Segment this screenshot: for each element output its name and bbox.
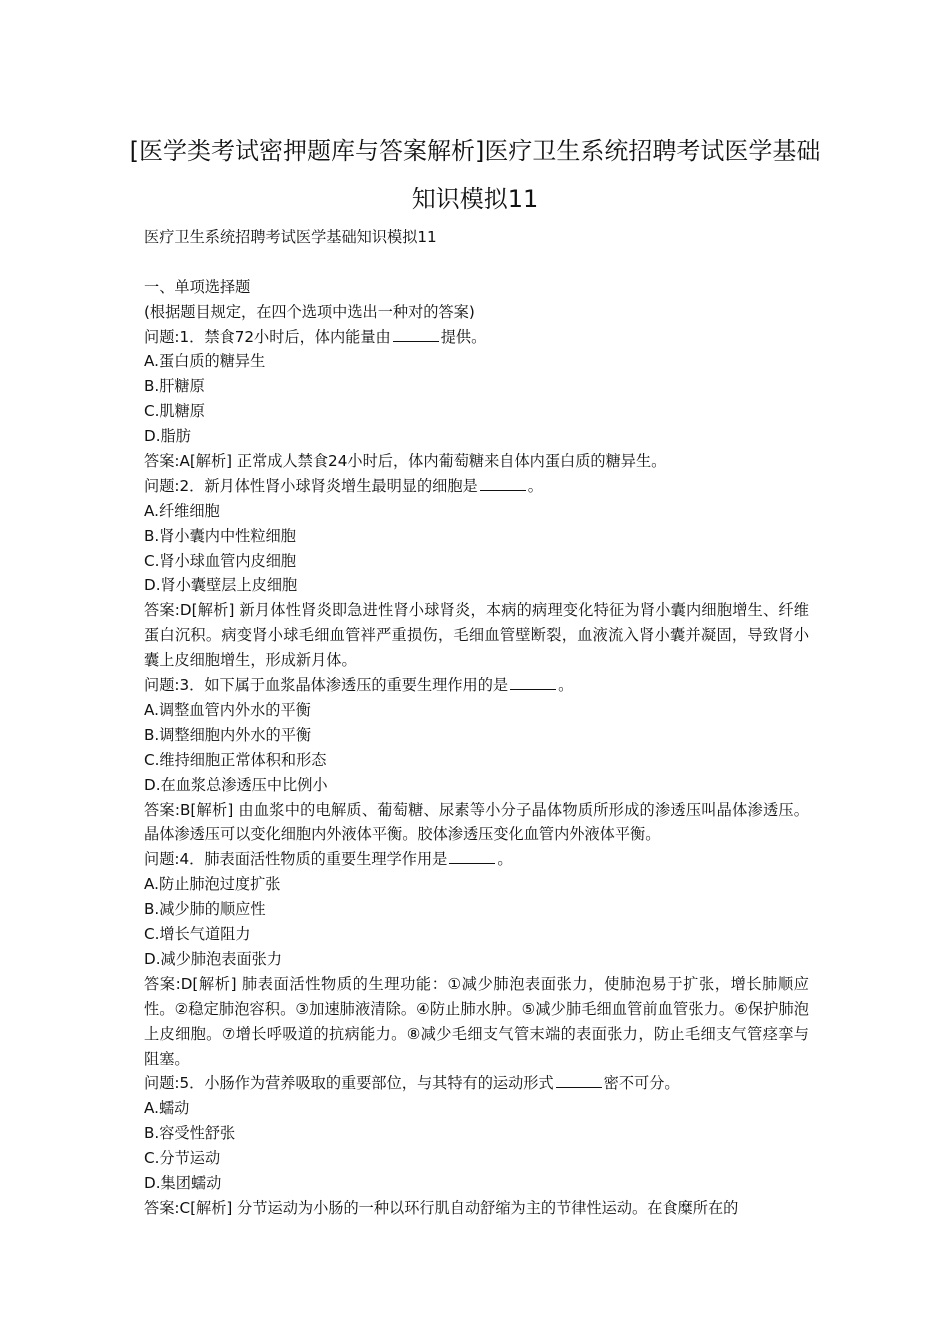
question-option: D.集团蠕动	[144, 1174, 222, 1192]
question-stem-suffix: 提供。	[440, 327, 487, 346]
question-option: B.肝糖原	[144, 377, 205, 396]
question-option: A.蠕动	[144, 1099, 190, 1118]
question-stem	[144, 474, 809, 499]
question-stem-suffix: 。	[527, 476, 543, 495]
question-option: B.减少肺的顺应性	[144, 900, 266, 919]
question-option: C.维持细胞正常体积和形态	[144, 750, 327, 769]
question-answer: 答案:C[解析] 分节运动为小肠的一种以环行肌自动舒缩为主的节律性运动。在食糜所在的	[144, 1198, 739, 1217]
answer-blank	[556, 1073, 602, 1088]
question-option: A.调整血管内外水的平衡	[144, 700, 311, 719]
question-stem	[144, 1071, 809, 1096]
question-option: D.脂肪	[144, 427, 191, 446]
question-option: D.在血浆总渗透压中比例小	[144, 775, 328, 794]
question-option: A.防止肺泡过度扩张	[144, 875, 281, 894]
section-heading: 一、单项选择题	[144, 277, 251, 296]
question-answer: 答案:B[解析] 由血浆中的电解质、葡萄糖、尿素等小分子晶体物质所形成的渗透压叫晶体渗透压。晶体渗透压可以变化细胞内外液体平衡。胶体渗透压变化血管内外液体平衡。	[144, 800, 809, 844]
question-stem-suffix: 。	[558, 676, 574, 695]
blank-line	[144, 250, 809, 275]
question-stem	[144, 325, 809, 350]
question-stem-text: 问题:3．如下属于血浆晶体渗透压的重要生理作用的是	[144, 676, 509, 695]
question-stem-suffix: 。	[497, 850, 513, 869]
question-option: C.增长气道阻力	[144, 925, 251, 944]
question-option: A.蛋白质的糖异生	[144, 352, 266, 371]
answer-blank	[449, 849, 495, 864]
question-stem-text: 问题:1．禁食72小时后，体内能量由	[144, 327, 391, 346]
question-option: B.肾小囊内中性粒细胞	[144, 526, 296, 545]
answer-blank	[393, 327, 439, 342]
question-answer: 答案:D[解析] 新月体性肾炎即急进性肾小球肾炎，本病的病理变化特征为肾小囊内细胞增生、纤维蛋白沉积。病变肾小球毛细血管袢严重损伤，毛细血管壁断裂，血液流入肾小囊并凝固，导致肾小囊上皮细胞增生，形成新月体。	[144, 601, 809, 670]
document-title-line-1: [医学类考试密押题库与答案解析]医疗卫生系统招聘考试医学基础	[129, 137, 821, 165]
question-option: A.纤维细胞	[144, 501, 220, 520]
answer-blank	[510, 675, 556, 690]
document-subtitle: 医疗卫生系统招聘考试医学基础知识模拟11	[144, 228, 437, 246]
question-option: D.减少肺泡表面张力	[144, 949, 283, 968]
question-option: C.分节运动	[144, 1149, 221, 1168]
question-stem-text: 问题:2．新月体性肾小球肾炎增生最明显的细胞是	[144, 476, 478, 495]
question-option: B.调整细胞内外水的平衡	[144, 725, 312, 744]
question-option: C.肌糖原	[144, 402, 205, 421]
answer-blank	[480, 476, 526, 491]
question-stem-suffix: 密不可分。	[603, 1074, 680, 1093]
question-option: D.肾小囊壁层上皮细胞	[144, 576, 298, 595]
question-answer: 答案:D[解析] 肺表面活性物质的生理功能：①减少肺泡表面张力，使肺泡易于扩张，增长肺顺应性。②稳定肺泡容积。③加速肺液清除。④防止肺水肿。⑤减少肺毛细血管前血管张力。⑥保护肺泡上皮细胞。⑦增长呼吸道的抗病能力。⑧减少毛细支气管末端的表面张力，防止毛细支气管痉挛与阻塞。	[144, 974, 809, 1068]
question-stem	[144, 673, 809, 698]
question-stem-text: 问题:5．小肠作为营养吸取的重要部位，与其特有的运动形式	[144, 1074, 554, 1093]
document-title-line-2: 知识模拟11	[411, 185, 539, 213]
question-option: C.肾小球血管内皮细胞	[144, 551, 297, 570]
document-body	[144, 225, 809, 1221]
question-stem	[144, 847, 809, 872]
question-option: B.容受性舒张	[144, 1124, 236, 1143]
section-instructions: (根据题目规定，在四个选项中选出一种对的答案)	[144, 302, 475, 321]
question-answer: 答案:A[解析] 正常成人禁食24小时后，体内葡萄糖来自体内蛋白质的糖异生。	[144, 452, 667, 471]
question-stem-text: 问题:4．肺表面活性物质的重要生理学作用是	[144, 850, 448, 869]
